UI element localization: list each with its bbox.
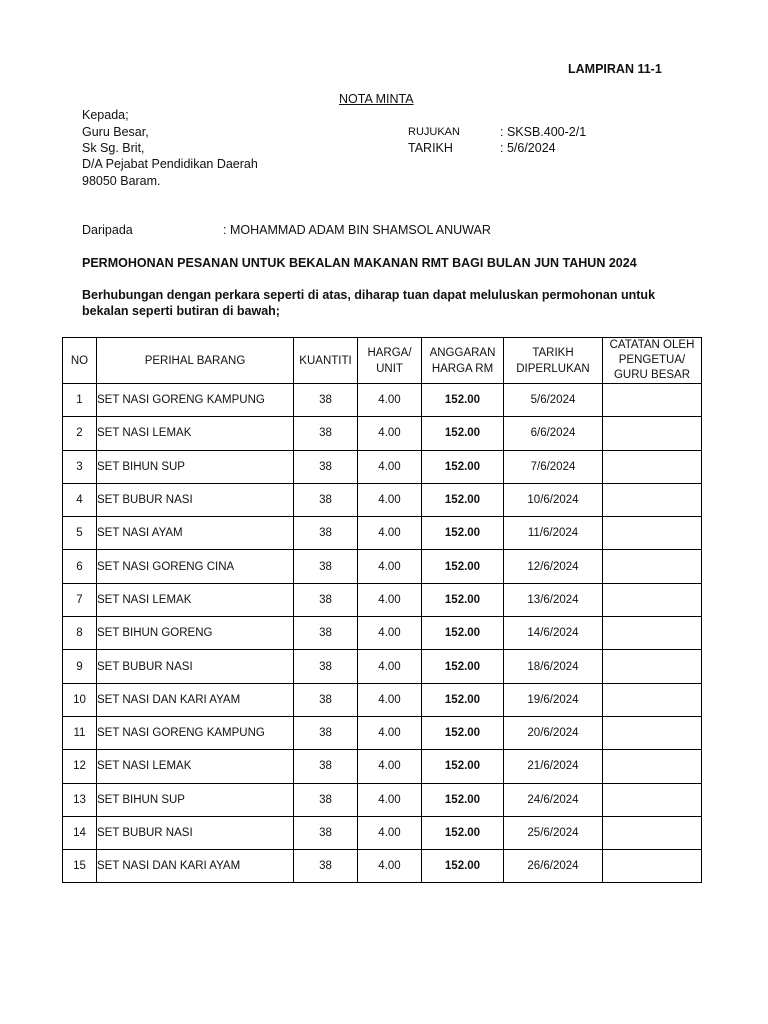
row-amount: 152.00 — [422, 650, 504, 683]
row-unit-price: 4.00 — [358, 483, 422, 516]
header-unit-price: HARGA/ UNIT — [358, 338, 422, 384]
recipient-title: Guru Besar, — [82, 125, 149, 139]
table-row — [63, 750, 702, 783]
body-line-2: bekalan seperti butiran di bawah; — [82, 304, 280, 318]
date-value: : 5/6/2024 — [500, 141, 556, 155]
row-no: 15 — [63, 850, 97, 883]
row-amount: 152.00 — [422, 683, 504, 716]
row-no: 13 — [63, 783, 97, 816]
row-note — [603, 417, 702, 450]
row-item: SET BUBUR NASI — [97, 816, 294, 849]
row-quantity: 38 — [294, 617, 358, 650]
row-amount: 152.00 — [422, 517, 504, 550]
row-date: 26/6/2024 — [504, 850, 603, 883]
table-row — [63, 783, 702, 816]
appendix-label: LAMPIRAN 11-1 — [568, 62, 662, 76]
row-unit-price: 4.00 — [358, 850, 422, 883]
row-no: 7 — [63, 583, 97, 616]
row-unit-price: 4.00 — [358, 617, 422, 650]
row-item: SET NASI GORENG KAMPUNG — [97, 716, 294, 749]
row-item: SET NASI LEMAK — [97, 750, 294, 783]
row-no: 3 — [63, 450, 97, 483]
row-quantity: 38 — [294, 517, 358, 550]
row-note — [603, 816, 702, 849]
row-no: 9 — [63, 650, 97, 683]
row-unit-price: 4.00 — [358, 716, 422, 749]
row-date: 6/6/2024 — [504, 417, 603, 450]
row-item: SET NASI LEMAK — [97, 417, 294, 450]
row-no: 5 — [63, 517, 97, 550]
row-quantity: 38 — [294, 716, 358, 749]
subject-heading: PERMOHONAN PESANAN UNTUK BEKALAN MAKANAN RMT BAGI BULAN JUN TAHUN 2024 — [82, 256, 637, 270]
row-item: SET NASI DAN KARI AYAM — [97, 683, 294, 716]
row-amount: 152.00 — [422, 450, 504, 483]
row-amount: 152.00 — [422, 783, 504, 816]
row-date: 25/6/2024 — [504, 816, 603, 849]
row-quantity: 38 — [294, 783, 358, 816]
row-amount: 152.00 — [422, 716, 504, 749]
recipient-office: D/A Pejabat Pendidikan Daerah — [82, 157, 258, 171]
row-no: 8 — [63, 617, 97, 650]
row-unit-price: 4.00 — [358, 517, 422, 550]
document-title: NOTA MINTA — [339, 92, 414, 106]
table-row — [63, 483, 702, 516]
body-line-1: Berhubungan dengan perkara seperti di atas, diharap tuan dapat meluluskan permohonan untuk — [82, 288, 656, 302]
reference-label: RUJUKAN — [408, 126, 460, 138]
row-date: 7/6/2024 — [504, 450, 603, 483]
table-row — [63, 417, 702, 450]
row-date: 18/6/2024 — [504, 650, 603, 683]
row-item: SET NASI GORENG KAMPUNG — [97, 384, 294, 417]
recipient-school: Sk Sg. Brit, — [82, 141, 145, 155]
table-row — [63, 384, 702, 417]
row-quantity: 38 — [294, 650, 358, 683]
row-date: 20/6/2024 — [504, 716, 603, 749]
table-row — [63, 850, 702, 883]
row-date: 5/6/2024 — [504, 384, 603, 417]
row-quantity: 38 — [294, 583, 358, 616]
row-note — [603, 716, 702, 749]
table-row — [63, 550, 702, 583]
row-item: SET NASI AYAM — [97, 517, 294, 550]
header-item: PERIHAL BARANG — [97, 338, 294, 384]
row-unit-price: 4.00 — [358, 450, 422, 483]
row-amount: 152.00 — [422, 417, 504, 450]
row-unit-price: 4.00 — [358, 650, 422, 683]
row-unit-price: 4.00 — [358, 683, 422, 716]
sender-label: Daripada — [82, 223, 133, 237]
row-unit-price: 4.00 — [358, 783, 422, 816]
row-no: 2 — [63, 417, 97, 450]
table-header-row — [63, 338, 702, 384]
row-note — [603, 617, 702, 650]
row-item: SET BIHUN GORENG — [97, 617, 294, 650]
row-amount: 152.00 — [422, 483, 504, 516]
row-no: 10 — [63, 683, 97, 716]
table-row — [63, 450, 702, 483]
row-note — [603, 483, 702, 516]
row-date: 21/6/2024 — [504, 750, 603, 783]
row-item: SET BIHUN SUP — [97, 450, 294, 483]
header-quantity: KUANTITI — [294, 338, 358, 384]
header-date-required: TARIKH DIPERLUKAN — [504, 338, 603, 384]
row-quantity: 38 — [294, 550, 358, 583]
row-quantity: 38 — [294, 750, 358, 783]
table-row — [63, 683, 702, 716]
row-amount: 152.00 — [422, 550, 504, 583]
row-note — [603, 450, 702, 483]
row-no: 11 — [63, 716, 97, 749]
row-note — [603, 683, 702, 716]
header-no: NO — [63, 338, 97, 384]
row-note — [603, 783, 702, 816]
table-row — [63, 650, 702, 683]
row-quantity: 38 — [294, 816, 358, 849]
row-unit-price: 4.00 — [358, 583, 422, 616]
row-date: 12/6/2024 — [504, 550, 603, 583]
row-no: 4 — [63, 483, 97, 516]
row-item: SET NASI GORENG CINA — [97, 550, 294, 583]
table-row — [63, 617, 702, 650]
row-amount: 152.00 — [422, 384, 504, 417]
row-unit-price: 4.00 — [358, 417, 422, 450]
row-unit-price: 4.00 — [358, 750, 422, 783]
row-quantity: 38 — [294, 850, 358, 883]
row-no: 14 — [63, 816, 97, 849]
row-quantity: 38 — [294, 683, 358, 716]
row-quantity: 38 — [294, 483, 358, 516]
row-note — [603, 384, 702, 417]
row-amount: 152.00 — [422, 617, 504, 650]
row-date: 14/6/2024 — [504, 617, 603, 650]
header-notes: CATATAN OLEH PENGETUA/ GURU BESAR — [603, 338, 702, 384]
row-no: 12 — [63, 750, 97, 783]
row-date: 24/6/2024 — [504, 783, 603, 816]
date-label: TARIKH — [408, 141, 453, 155]
table-row — [63, 583, 702, 616]
row-quantity: 38 — [294, 450, 358, 483]
row-unit-price: 4.00 — [358, 384, 422, 417]
row-item: SET BUBUR NASI — [97, 650, 294, 683]
row-amount: 152.00 — [422, 850, 504, 883]
row-quantity: 38 — [294, 417, 358, 450]
recipient-postcode: 98050 Baram. — [82, 174, 161, 188]
table-row — [63, 517, 702, 550]
request-table — [62, 337, 702, 883]
row-amount: 152.00 — [422, 816, 504, 849]
row-amount: 152.00 — [422, 583, 504, 616]
row-unit-price: 4.00 — [358, 816, 422, 849]
row-no: 6 — [63, 550, 97, 583]
table-row — [63, 816, 702, 849]
row-item: SET NASI DAN KARI AYAM — [97, 850, 294, 883]
recipient-salutation: Kepada; — [82, 108, 129, 122]
row-item: SET BIHUN SUP — [97, 783, 294, 816]
row-item: SET NASI LEMAK — [97, 583, 294, 616]
row-note — [603, 750, 702, 783]
row-date: 19/6/2024 — [504, 683, 603, 716]
row-date: 13/6/2024 — [504, 583, 603, 616]
row-note — [603, 583, 702, 616]
row-unit-price: 4.00 — [358, 550, 422, 583]
reference-value: : SKSB.400-2/1 — [500, 125, 587, 139]
row-note — [603, 517, 702, 550]
row-quantity: 38 — [294, 384, 358, 417]
row-note — [603, 850, 702, 883]
sender-value: : MOHAMMAD ADAM BIN SHAMSOL ANUWAR — [223, 223, 491, 237]
header-budget: ANGGARAN HARGA RM — [422, 338, 504, 384]
row-amount: 152.00 — [422, 750, 504, 783]
table-row — [63, 716, 702, 749]
row-date: 11/6/2024 — [504, 517, 603, 550]
row-date: 10/6/2024 — [504, 483, 603, 516]
row-no: 1 — [63, 384, 97, 417]
row-note — [603, 650, 702, 683]
row-note — [603, 550, 702, 583]
row-item: SET BUBUR NASI — [97, 483, 294, 516]
